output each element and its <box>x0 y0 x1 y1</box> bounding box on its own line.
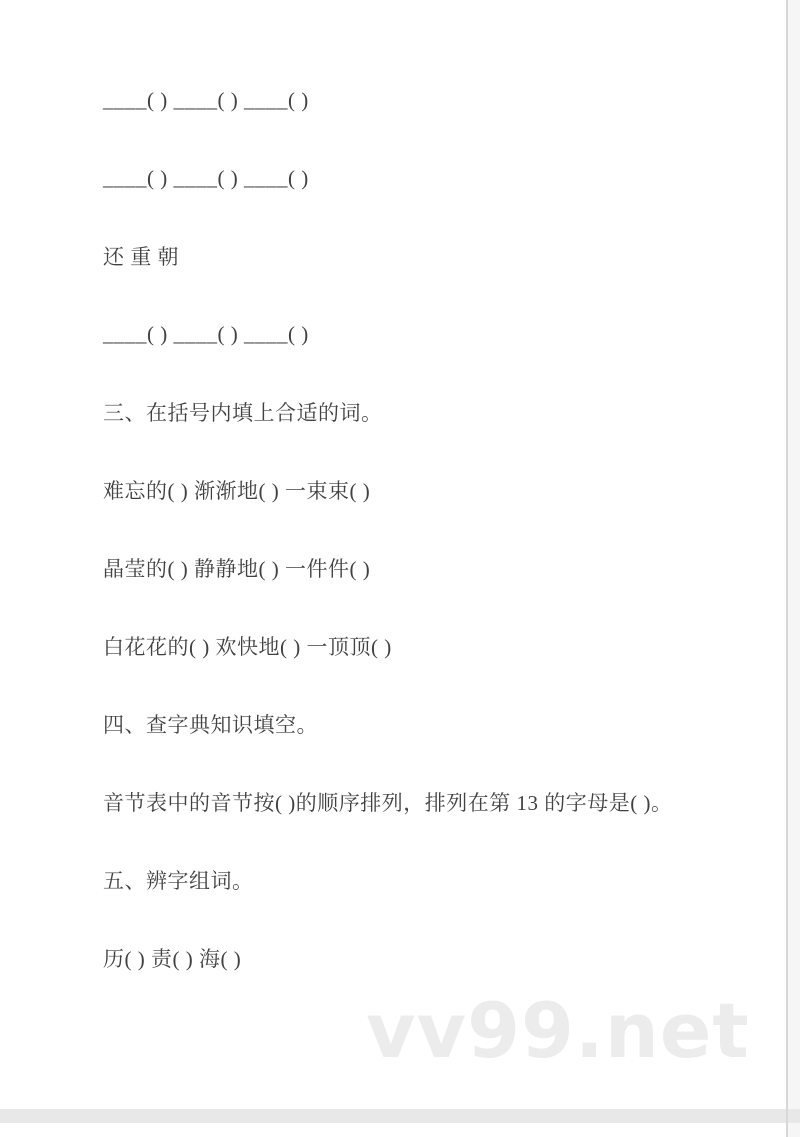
section-three-heading: 三、在括号内填上合适的词。 <box>103 401 383 425</box>
characters-line: 还 重 朝 <box>103 245 179 269</box>
dictionary-question-line: 音节表中的音节按( )的顺序排列，排列在第 13 的字母是( )。 <box>103 791 673 815</box>
blank-answer-line-3: ____( ) ____( ) ____( ) <box>103 321 309 346</box>
section-five-heading: 五、辨字组词。 <box>103 869 254 893</box>
fill-word-line-2: 晶莹的( ) 静静地( ) 一件件( ) <box>103 557 371 581</box>
next-page-top <box>0 1123 786 1137</box>
watermark: vv99.net <box>366 986 750 1075</box>
word-formation-line: 历( ) 责( ) 海( ) <box>103 947 242 971</box>
page-separator <box>0 1109 800 1123</box>
fill-word-line-3: 白花花的( ) 欢快地( ) 一顶顶( ) <box>103 635 392 659</box>
section-four-heading: 四、查字典知识填空。 <box>103 713 318 737</box>
page-edge-line <box>786 0 788 1137</box>
blank-answer-line-2: ____( ) ____( ) ____( ) <box>103 165 309 190</box>
viewer-gutter <box>788 0 800 1137</box>
worksheet-content <box>103 61 743 997</box>
blank-answer-line-1: ____( ) ____( ) ____( ) <box>103 87 309 112</box>
fill-word-line-1: 难忘的( ) 渐渐地( ) 一束束( ) <box>103 479 371 503</box>
